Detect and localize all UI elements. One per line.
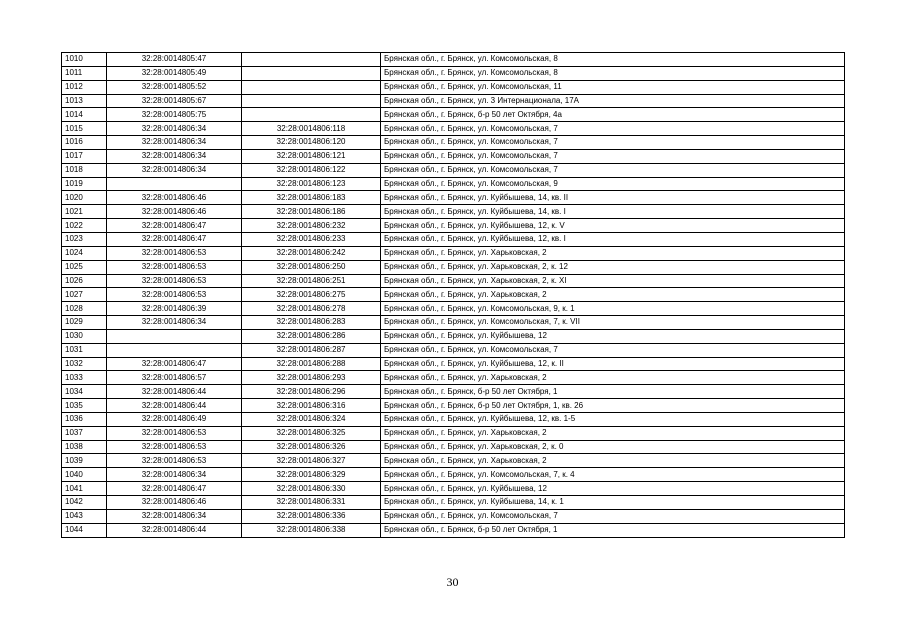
- parcel-cadastral-cell: 32:28:0014806:49: [107, 412, 242, 426]
- parcel-cadastral-cell: 32:28:0014806:53: [107, 260, 242, 274]
- table-row: [62, 232, 845, 246]
- address-cell: Брянская обл., г. Брянск, ул. Комсомольская, 7: [381, 509, 845, 523]
- table-row: [62, 219, 845, 233]
- address-cell: Брянская обл., г. Брянск, ул. Комсомольская, 11: [381, 80, 845, 94]
- table-row: [62, 316, 845, 330]
- building-cadastral-cell: 32:28:0014806:233: [242, 232, 381, 246]
- parcel-cadastral-cell: 32:28:0014806:53: [107, 246, 242, 260]
- parcel-cadastral-cell: 32:28:0014806:34: [107, 163, 242, 177]
- page-number: 30: [446, 575, 459, 589]
- building-cadastral-cell: 32:28:0014806:327: [242, 454, 381, 468]
- parcel-cadastral-cell: 32:28:0014806:47: [107, 357, 242, 371]
- row-number-cell: 1016: [62, 136, 107, 150]
- table-row: [62, 163, 845, 177]
- parcel-cadastral-cell: 32:28:0014806:46: [107, 496, 242, 510]
- address-cell: Брянская обл., г. Брянск, ул. Комсомольская, 7: [381, 163, 845, 177]
- parcel-cadastral-cell: 32:28:0014806:34: [107, 468, 242, 482]
- building-cadastral-cell: 32:28:0014806:118: [242, 122, 381, 136]
- address-cell: Брянская обл., г. Брянск, ул. Комсомольская, 7, к. 4: [381, 468, 845, 482]
- building-cadastral-cell: 32:28:0014806:336: [242, 509, 381, 523]
- address-cell: Брянская обл., г. Брянск, ул. Харьковская, 2, к. 12: [381, 260, 845, 274]
- row-number-cell: 1015: [62, 122, 107, 136]
- table-row: [62, 94, 845, 108]
- address-cell: Брянская обл., г. Брянск, ул. Комсомольская, 9: [381, 177, 845, 191]
- parcel-cadastral-cell: 32:28:0014806:34: [107, 509, 242, 523]
- address-cell: Брянская обл., г. Брянск, б-р 50 лет Октября, 1: [381, 523, 845, 537]
- table-row: [62, 66, 845, 80]
- building-cadastral-cell: 32:28:0014806:288: [242, 357, 381, 371]
- table-body: [62, 53, 845, 538]
- table-row: [62, 440, 845, 454]
- address-cell: Брянская обл., г. Брянск, ул. Харьковская, 2: [381, 371, 845, 385]
- table-row: [62, 122, 845, 136]
- row-number-cell: 1030: [62, 329, 107, 343]
- parcel-cadastral-cell: [107, 329, 242, 343]
- address-cell: Брянская обл., г. Брянск, ул. 3 Интернационала, 17А: [381, 94, 845, 108]
- row-number-cell: 1025: [62, 260, 107, 274]
- row-number-cell: 1019: [62, 177, 107, 191]
- table-row: [62, 412, 845, 426]
- row-number-cell: 1039: [62, 454, 107, 468]
- building-cadastral-cell: 32:28:0014806:250: [242, 260, 381, 274]
- address-cell: Брянская обл., г. Брянск, ул. Харьковская, 2: [381, 246, 845, 260]
- table-row: [62, 136, 845, 150]
- building-cadastral-cell: 32:28:0014806:283: [242, 316, 381, 330]
- row-number-cell: 1035: [62, 399, 107, 413]
- building-cadastral-cell: 32:28:0014806:331: [242, 496, 381, 510]
- table-row: [62, 205, 845, 219]
- table-row: [62, 399, 845, 413]
- building-cadastral-cell: [242, 108, 381, 122]
- row-number-cell: 1010: [62, 53, 107, 67]
- building-cadastral-cell: 32:28:0014806:122: [242, 163, 381, 177]
- table-row: [62, 482, 845, 496]
- parcel-cadastral-cell: 32:28:0014806:34: [107, 149, 242, 163]
- row-number-cell: 1020: [62, 191, 107, 205]
- row-number-cell: 1021: [62, 205, 107, 219]
- building-cadastral-cell: 32:28:0014806:120: [242, 136, 381, 150]
- table-row: [62, 53, 845, 67]
- building-cadastral-cell: 32:28:0014806:329: [242, 468, 381, 482]
- table-row: [62, 246, 845, 260]
- row-number-cell: 1014: [62, 108, 107, 122]
- address-cell: Брянская обл., г. Брянск, б-р 50 лет Октября, 4а: [381, 108, 845, 122]
- row-number-cell: 1029: [62, 316, 107, 330]
- row-number-cell: 1032: [62, 357, 107, 371]
- address-cell: Брянская обл., г. Брянск, ул. Куйбышева, 14, к. 1: [381, 496, 845, 510]
- parcel-cadastral-cell: 32:28:0014805:47: [107, 53, 242, 67]
- parcel-cadastral-cell: 32:28:0014806:34: [107, 136, 242, 150]
- row-number-cell: 1038: [62, 440, 107, 454]
- table-row: [62, 288, 845, 302]
- address-cell: Брянская обл., г. Брянск, б-р 50 лет Октября, 1: [381, 385, 845, 399]
- table-row: [62, 108, 845, 122]
- row-number-cell: 1024: [62, 246, 107, 260]
- row-number-cell: 1042: [62, 496, 107, 510]
- building-cadastral-cell: 32:28:0014806:326: [242, 440, 381, 454]
- building-cadastral-cell: 32:28:0014806:121: [242, 149, 381, 163]
- parcel-cadastral-cell: 32:28:0014805:52: [107, 80, 242, 94]
- building-cadastral-cell: 32:28:0014806:286: [242, 329, 381, 343]
- parcel-cadastral-cell: 32:28:0014806:47: [107, 482, 242, 496]
- table-row: [62, 149, 845, 163]
- address-cell: Брянская обл., г. Брянск, ул. Комсомольская, 8: [381, 53, 845, 67]
- address-cell: Брянская обл., г. Брянск, ул. Харьковская, 2: [381, 288, 845, 302]
- building-cadastral-cell: 32:28:0014806:293: [242, 371, 381, 385]
- parcel-cadastral-cell: 32:28:0014806:53: [107, 426, 242, 440]
- address-cell: Брянская обл., г. Брянск, ул. Куйбышева, 12, кв. 1-5: [381, 412, 845, 426]
- parcel-cadastral-cell: 32:28:0014805:67: [107, 94, 242, 108]
- building-cadastral-cell: 32:28:0014806:330: [242, 482, 381, 496]
- row-number-cell: 1022: [62, 219, 107, 233]
- row-number-cell: 1018: [62, 163, 107, 177]
- row-number-cell: 1028: [62, 302, 107, 316]
- address-cell: Брянская обл., г. Брянск, ул. Комсомольская, 7, к. VII: [381, 316, 845, 330]
- row-number-cell: 1041: [62, 482, 107, 496]
- address-cell: Брянская обл., г. Брянск, ул. Харьковская, 2: [381, 454, 845, 468]
- address-cell: Брянская обл., г. Брянск, ул. Комсомольская, 7: [381, 136, 845, 150]
- row-number-cell: 1013: [62, 94, 107, 108]
- parcel-cadastral-cell: 32:28:0014805:75: [107, 108, 242, 122]
- table-row: [62, 177, 845, 191]
- building-cadastral-cell: 32:28:0014806:316: [242, 399, 381, 413]
- table-row: [62, 274, 845, 288]
- address-cell: Брянская обл., г. Брянск, ул. Куйбышева, 14, кв. I: [381, 205, 845, 219]
- row-number-cell: 1023: [62, 232, 107, 246]
- table-row: [62, 191, 845, 205]
- address-cell: Брянская обл., г. Брянск, ул. Комсомольская, 7: [381, 149, 845, 163]
- address-cell: Брянская обл., г. Брянск, ул. Куйбышева, 12: [381, 482, 845, 496]
- address-cell: Брянская обл., г. Брянск, ул. Харьковская, 2, к. 0: [381, 440, 845, 454]
- address-cell: Брянская обл., г. Брянск, ул. Куйбышева, 12, к. II: [381, 357, 845, 371]
- address-cell: Брянская обл., г. Брянск, б-р 50 лет Октября, 1, кв. 26: [381, 399, 845, 413]
- building-cadastral-cell: 32:28:0014806:338: [242, 523, 381, 537]
- parcel-cadastral-cell: 32:28:0014806:53: [107, 274, 242, 288]
- row-number-cell: 1034: [62, 385, 107, 399]
- table-row: [62, 343, 845, 357]
- row-number-cell: 1017: [62, 149, 107, 163]
- parcel-cadastral-cell: 32:28:0014806:46: [107, 205, 242, 219]
- address-cell: Брянская обл., г. Брянск, ул. Куйбышева, 12, кв. I: [381, 232, 845, 246]
- address-cell: Брянская обл., г. Брянск, ул. Комсомольская, 8: [381, 66, 845, 80]
- address-cell: Брянская обл., г. Брянск, ул. Харьковская, 2: [381, 426, 845, 440]
- parcel-cadastral-cell: 32:28:0014806:34: [107, 122, 242, 136]
- building-cadastral-cell: 32:28:0014806:325: [242, 426, 381, 440]
- parcel-cadastral-cell: 32:28:0014806:57: [107, 371, 242, 385]
- address-cell: Брянская обл., г. Брянск, ул. Комсомольская, 7: [381, 122, 845, 136]
- building-cadastral-cell: [242, 80, 381, 94]
- building-cadastral-cell: 32:28:0014806:287: [242, 343, 381, 357]
- building-cadastral-cell: 32:28:0014806:278: [242, 302, 381, 316]
- parcel-cadastral-cell: 32:28:0014806:53: [107, 440, 242, 454]
- address-cell: Брянская обл., г. Брянск, ул. Куйбышева, 14, кв. II: [381, 191, 845, 205]
- building-cadastral-cell: 32:28:0014806:186: [242, 205, 381, 219]
- parcel-cadastral-cell: 32:28:0014806:53: [107, 288, 242, 302]
- parcel-cadastral-cell: 32:28:0014805:49: [107, 66, 242, 80]
- building-cadastral-cell: [242, 53, 381, 67]
- row-number-cell: 1036: [62, 412, 107, 426]
- row-number-cell: 1011: [62, 66, 107, 80]
- table-row: [62, 329, 845, 343]
- building-cadastral-cell: 32:28:0014806:242: [242, 246, 381, 260]
- address-cell: Брянская обл., г. Брянск, ул. Комсомольская, 7: [381, 343, 845, 357]
- building-cadastral-cell: 32:28:0014806:183: [242, 191, 381, 205]
- table-row: [62, 509, 845, 523]
- building-cadastral-cell: [242, 66, 381, 80]
- address-cell: Брянская обл., г. Брянск, ул. Харьковская, 2, к. XI: [381, 274, 845, 288]
- parcel-cadastral-cell: 32:28:0014806:34: [107, 316, 242, 330]
- parcel-cadastral-cell: 32:28:0014806:44: [107, 385, 242, 399]
- parcel-cadastral-cell: [107, 343, 242, 357]
- address-cell: Брянская обл., г. Брянск, ул. Куйбышева, 12, к. V: [381, 219, 845, 233]
- parcel-cadastral-cell: 32:28:0014806:53: [107, 454, 242, 468]
- parcel-cadastral-cell: 32:28:0014806:39: [107, 302, 242, 316]
- row-number-cell: 1043: [62, 509, 107, 523]
- table-row: [62, 357, 845, 371]
- row-number-cell: 1037: [62, 426, 107, 440]
- table-row: [62, 260, 845, 274]
- table-row: [62, 468, 845, 482]
- table-row: [62, 371, 845, 385]
- parcel-cadastral-cell: 32:28:0014806:47: [107, 232, 242, 246]
- table-row: [62, 426, 845, 440]
- row-number-cell: 1012: [62, 80, 107, 94]
- building-cadastral-cell: 32:28:0014806:275: [242, 288, 381, 302]
- parcel-cadastral-cell: 32:28:0014806:44: [107, 399, 242, 413]
- cadastral-table: [61, 52, 845, 538]
- address-cell: Брянская обл., г. Брянск, ул. Куйбышева, 12: [381, 329, 845, 343]
- parcel-cadastral-cell: 32:28:0014806:44: [107, 523, 242, 537]
- parcel-cadastral-cell: 32:28:0014806:47: [107, 219, 242, 233]
- building-cadastral-cell: [242, 94, 381, 108]
- row-number-cell: 1031: [62, 343, 107, 357]
- address-cell: Брянская обл., г. Брянск, ул. Комсомольская, 9, к. 1: [381, 302, 845, 316]
- table-row: [62, 523, 845, 537]
- table-row: [62, 454, 845, 468]
- building-cadastral-cell: 32:28:0014806:324: [242, 412, 381, 426]
- table-row: [62, 385, 845, 399]
- building-cadastral-cell: 32:28:0014806:251: [242, 274, 381, 288]
- row-number-cell: 1033: [62, 371, 107, 385]
- row-number-cell: 1027: [62, 288, 107, 302]
- building-cadastral-cell: 32:28:0014806:123: [242, 177, 381, 191]
- building-cadastral-cell: 32:28:0014806:296: [242, 385, 381, 399]
- table-row: [62, 80, 845, 94]
- building-cadastral-cell: 32:28:0014806:232: [242, 219, 381, 233]
- parcel-cadastral-cell: [107, 177, 242, 191]
- parcel-cadastral-cell: 32:28:0014806:46: [107, 191, 242, 205]
- table-row: [62, 496, 845, 510]
- table-row: [62, 302, 845, 316]
- row-number-cell: 1044: [62, 523, 107, 537]
- row-number-cell: 1040: [62, 468, 107, 482]
- row-number-cell: 1026: [62, 274, 107, 288]
